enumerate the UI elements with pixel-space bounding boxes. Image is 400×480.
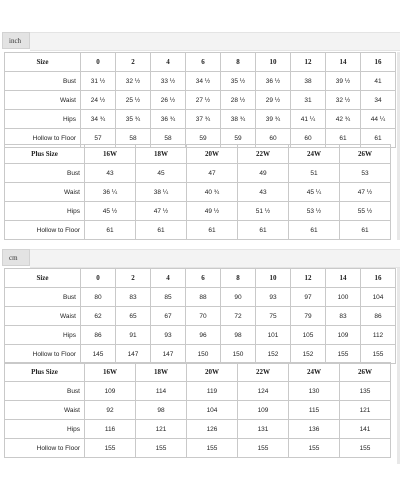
cell: 97 [291,288,326,307]
size-col: 0 [81,269,116,288]
unit-tag-cm: cm [2,249,30,266]
cell: 61 [326,129,361,148]
cell: 25 ½ [116,91,151,110]
cell: 35 ½ [221,72,256,91]
table-row [5,307,396,326]
cell: 109 [326,326,361,345]
size-col: 16W [85,363,136,382]
cell: 155 [340,439,391,458]
table-row [5,382,391,401]
cell: 114 [136,382,187,401]
row-label: Hips [5,326,81,345]
table-row [5,439,391,458]
size-col: 26W [340,363,391,382]
cell: 31 ½ [81,72,116,91]
cell: 150 [186,345,221,364]
cell: 121 [340,401,391,420]
cell: 152 [291,345,326,364]
plus-size-header: Plus Size [5,145,85,164]
table-row [5,72,396,91]
cell: 61 [238,221,289,240]
row-label: Waist [5,91,81,110]
cell: 150 [221,345,256,364]
cell: 39 ½ [326,72,361,91]
table-row [5,202,391,221]
cell: 43 [238,183,289,202]
cell: 86 [361,307,396,326]
cell: 126 [187,420,238,439]
row-label: Bust [5,382,85,401]
unit-tag-inch: inch [2,32,30,49]
plus-size-table-inch [4,144,391,240]
table-row [5,288,396,307]
cell: 58 [116,129,151,148]
header-row [5,269,396,288]
row-label: Bust [5,72,81,91]
size-col: 12 [291,269,326,288]
cell: 61 [289,221,340,240]
row-label: Bust [5,288,81,307]
cell: 93 [256,288,291,307]
cm-section [0,236,400,480]
cell: 147 [116,345,151,364]
header-row [5,363,391,382]
size-col: 20W [187,145,238,164]
cell: 59 [186,129,221,148]
cell: 43 [85,164,136,183]
row-label: Waist [5,183,85,202]
cell: 57 [81,129,116,148]
size-col: 14 [326,269,361,288]
cell: 31 [291,91,326,110]
cell: 136 [289,420,340,439]
cell: 55 ½ [340,202,391,221]
cell: 47 ½ [136,202,187,221]
size-header: Size [5,269,81,288]
cell: 49 ½ [187,202,238,221]
cell: 155 [187,439,238,458]
cell: 65 [116,307,151,326]
cell: 33 ½ [151,72,186,91]
cell: 141 [340,420,391,439]
cell: 104 [361,288,396,307]
cell: 47 [187,164,238,183]
cell: 38 [291,72,326,91]
size-col: 0 [81,53,116,72]
cell: 45 ½ [85,202,136,221]
cell: 53 [340,164,391,183]
cell: 60 [291,129,326,148]
size-col: 14 [326,53,361,72]
cell: 60 [256,129,291,148]
cell: 45 ¼ [289,183,340,202]
size-table-inch [4,52,396,148]
cell: 38 ¼ [136,183,187,202]
cell: 61 [136,221,187,240]
size-table-cm [4,268,396,364]
cell: 100 [326,288,361,307]
cell: 62 [81,307,116,326]
cell: 36 ½ [256,72,291,91]
cell: 155 [85,439,136,458]
cell: 39 ¾ [256,110,291,129]
table-row [5,164,391,183]
cell: 155 [326,345,361,364]
cell: 53 ½ [289,202,340,221]
cell: 155 [238,439,289,458]
inch-section [0,0,400,236]
cell: 35 ¾ [116,110,151,129]
size-col: 4 [151,53,186,72]
cell: 34 [361,91,396,110]
table-row [5,420,391,439]
size-col: 16W [85,145,136,164]
plus-size-header: Plus Size [5,363,85,382]
table-row [5,110,396,129]
size-col: 8 [221,269,256,288]
cell: 91 [116,326,151,345]
row-label: Hips [5,110,81,129]
cell: 41 [361,72,396,91]
cell: 96 [186,326,221,345]
size-col: 6 [186,269,221,288]
cell: 121 [136,420,187,439]
cell: 130 [289,382,340,401]
plus-size-table-cm [4,362,391,458]
cell: 83 [326,307,361,326]
table-row [5,183,391,202]
size-header: Size [5,53,81,72]
cell: 72 [221,307,256,326]
cell: 109 [85,382,136,401]
size-col: 8 [221,53,256,72]
row-label: Hips [5,420,85,439]
cell: 119 [187,382,238,401]
row-label: Hollow to Floor [5,221,85,240]
size-col: 2 [116,269,151,288]
row-label: Hollow to Floor [5,439,85,458]
size-col: 18W [136,363,187,382]
cell: 131 [238,420,289,439]
size-col: 22W [238,145,289,164]
cell: 34 ½ [186,72,221,91]
table-row [5,326,396,345]
cell: 85 [151,288,186,307]
cell: 75 [256,307,291,326]
size-col: 10 [256,269,291,288]
size-col: 26W [340,145,391,164]
cell: 90 [221,288,256,307]
cell: 38 ¾ [221,110,256,129]
size-col: 20W [187,363,238,382]
cell: 155 [289,439,340,458]
cell: 36 ¾ [151,110,186,129]
cell: 37 ¾ [186,110,221,129]
cell: 104 [187,401,238,420]
size-col: 16 [361,53,396,72]
cell: 29 ½ [256,91,291,110]
cell: 86 [81,326,116,345]
cell: 26 ½ [151,91,186,110]
cell: 155 [361,345,396,364]
cell: 59 [221,129,256,148]
cell: 49 [238,164,289,183]
row-label: Hollow to Floor [5,129,81,148]
row-label: Hips [5,202,85,221]
cell: 109 [238,401,289,420]
cell: 36 ¼ [85,183,136,202]
header-row [5,145,391,164]
cell: 24 ½ [81,91,116,110]
cell: 92 [85,401,136,420]
size-col: 22W [238,363,289,382]
cell: 27 ½ [186,91,221,110]
cell: 98 [221,326,256,345]
size-col: 6 [186,53,221,72]
table-row [5,91,396,110]
table-row [5,345,396,364]
cell: 124 [238,382,289,401]
cell: 61 [361,129,396,148]
cell: 28 ½ [221,91,256,110]
cell: 93 [151,326,186,345]
cell: 116 [85,420,136,439]
cell: 45 [136,164,187,183]
row-label: Waist [5,401,85,420]
cell: 51 [289,164,340,183]
cell: 61 [85,221,136,240]
cell: 58 [151,129,186,148]
cell: 32 ½ [326,91,361,110]
cell: 67 [151,307,186,326]
cell: 42 ¾ [326,110,361,129]
cell: 83 [116,288,151,307]
cell: 32 ½ [116,72,151,91]
row-label: Hollow to Floor [5,345,81,364]
cell: 61 [187,221,238,240]
cell: 79 [291,307,326,326]
cell: 34 ¾ [81,110,116,129]
size-col: 2 [116,53,151,72]
cell: 80 [81,288,116,307]
section-band [30,32,400,51]
section-band [30,249,400,268]
table-row [5,401,391,420]
cell: 135 [340,382,391,401]
size-col: 10 [256,53,291,72]
cell: 61 [340,221,391,240]
cell: 70 [186,307,221,326]
cell: 112 [361,326,396,345]
size-col: 24W [289,145,340,164]
cell: 51 ½ [238,202,289,221]
cell: 41 ¼ [291,110,326,129]
cell: 44 ¼ [361,110,396,129]
cell: 88 [186,288,221,307]
cell: 40 ¾ [187,183,238,202]
cell: 98 [136,401,187,420]
size-col: 4 [151,269,186,288]
cell: 47 ½ [340,183,391,202]
cell: 152 [256,345,291,364]
cell: 105 [291,326,326,345]
row-label: Bust [5,164,85,183]
cell: 147 [151,345,186,364]
cell: 155 [136,439,187,458]
cell: 145 [81,345,116,364]
cell: 115 [289,401,340,420]
size-col: 16 [361,269,396,288]
size-col: 24W [289,363,340,382]
size-col: 12 [291,53,326,72]
cell: 101 [256,326,291,345]
size-col: 18W [136,145,187,164]
row-label: Waist [5,307,81,326]
header-row [5,53,396,72]
